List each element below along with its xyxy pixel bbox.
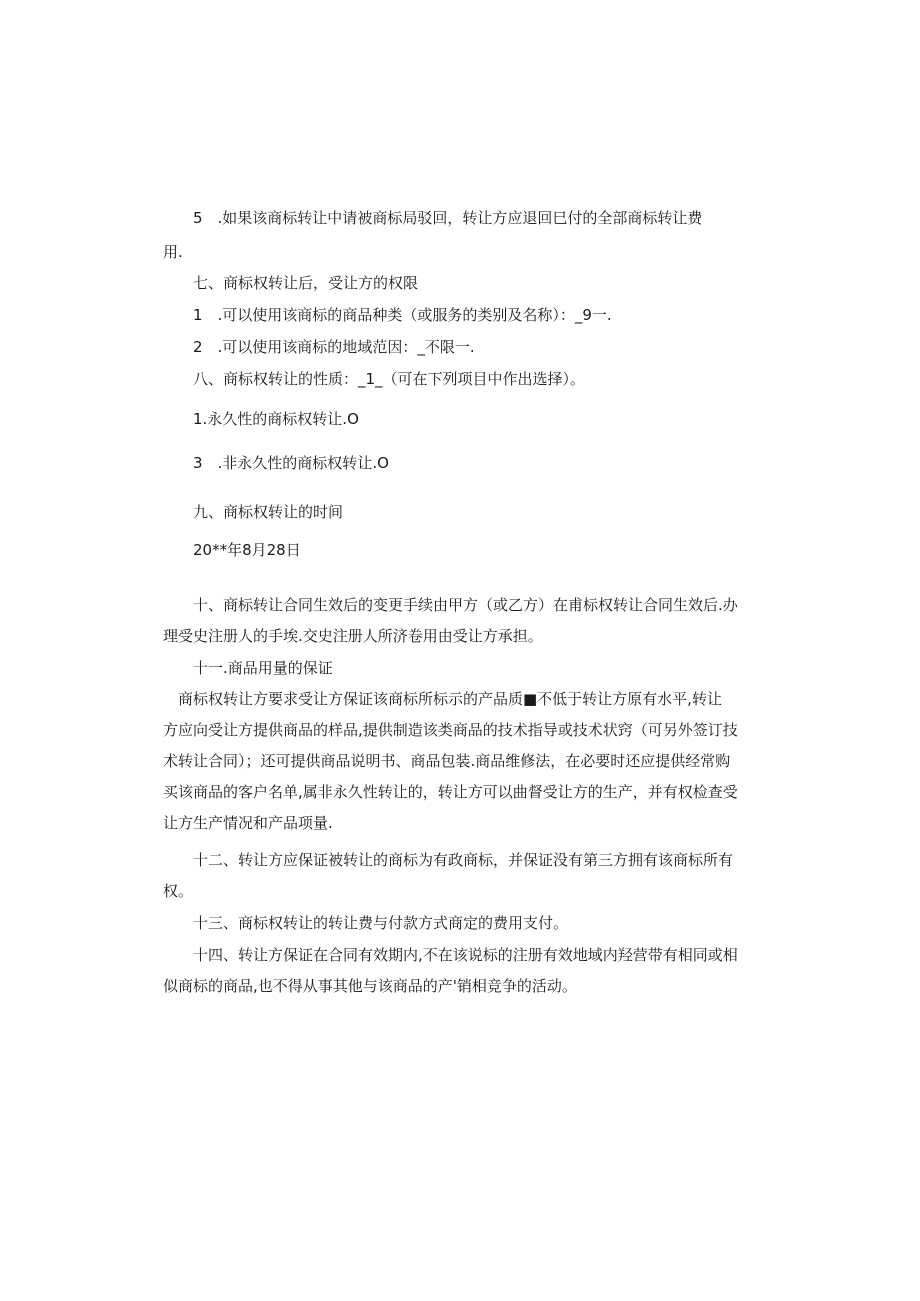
section-11-line-1: 商标权转让方要求受让方保证该商标所标示的产品质■不低于转让方原有水平,转让 <box>178 690 722 708</box>
section-10-line-1: 十、商标转让合同生效后的变更手续由甲方（或乙方）在甫标权转让合同生效后.办 <box>193 596 738 614</box>
section-9-heading: 九、商标权转让的时间 <box>193 503 344 521</box>
section-12-line-2: 权。 <box>163 882 194 900</box>
section-8-option-1: 1.永久性的商标权转让.O <box>193 410 359 428</box>
section-10-line-2: 理受史注册人的手埃.交史注册人所济卷用由受让方承担。 <box>163 627 543 645</box>
section-11-heading: 十一.商品用量的保证 <box>193 659 333 677</box>
section-11-line-4: 买该商品的客户名单,属非永久性转让的，转让方可以曲督受让方的生产，并有权检查受 <box>163 783 738 801</box>
clause-5-line-2: 用. <box>163 243 183 261</box>
clause-5-line-1: 5 .如果该商标转让中请被商标局驳回，转让方应退回巳付的全部商标转让费 <box>193 209 703 227</box>
section-7-item-2: 2 .可以使用该商标的地域范因：_不限一. <box>193 338 475 356</box>
section-14-line-2: 似商标的商品,也不得从事其他与该商品的产'销相竞争的活动。 <box>163 977 577 995</box>
section-13: 十三、商标权转让的转让费与付款方式商定的费用支付。 <box>193 914 569 932</box>
section-14-line-1: 十四、转让方保证在合同有效期内,不在该说标的注册有效地域内羟营带有相同或相 <box>193 946 738 964</box>
section-7-item-1: 1 .可以使用该商标的商品种类（或服务的类别及名称）：_9一. <box>193 306 612 324</box>
section-9-date: 20**年8月28日 <box>193 541 301 559</box>
section-8-heading: 八、商标权转让的性质：_1_（可在下列项目中作出选择）。 <box>193 370 586 388</box>
section-11-line-2: 方应向受让方提供商品的样品,提供制造该类商品的技术指导或技术状窍（可另外签订技 <box>163 721 738 739</box>
section-11-line-3: 术转让合同）；还可提供商品说明书、商品包装.商品维修法，在必要时还应提供经常购 <box>163 752 731 770</box>
section-12-line-1: 十二、转让方应保证被转让的商标为有政商标，并保证没有第三方拥有该商标所有 <box>193 851 734 869</box>
section-11-line-5: 让方生产情况和产品项量. <box>163 814 333 832</box>
section-7-heading: 七、商标权转让后，受让方的权限 <box>193 274 419 292</box>
section-8-option-3: 3 .非永久性的商标权转让.O <box>193 454 389 472</box>
